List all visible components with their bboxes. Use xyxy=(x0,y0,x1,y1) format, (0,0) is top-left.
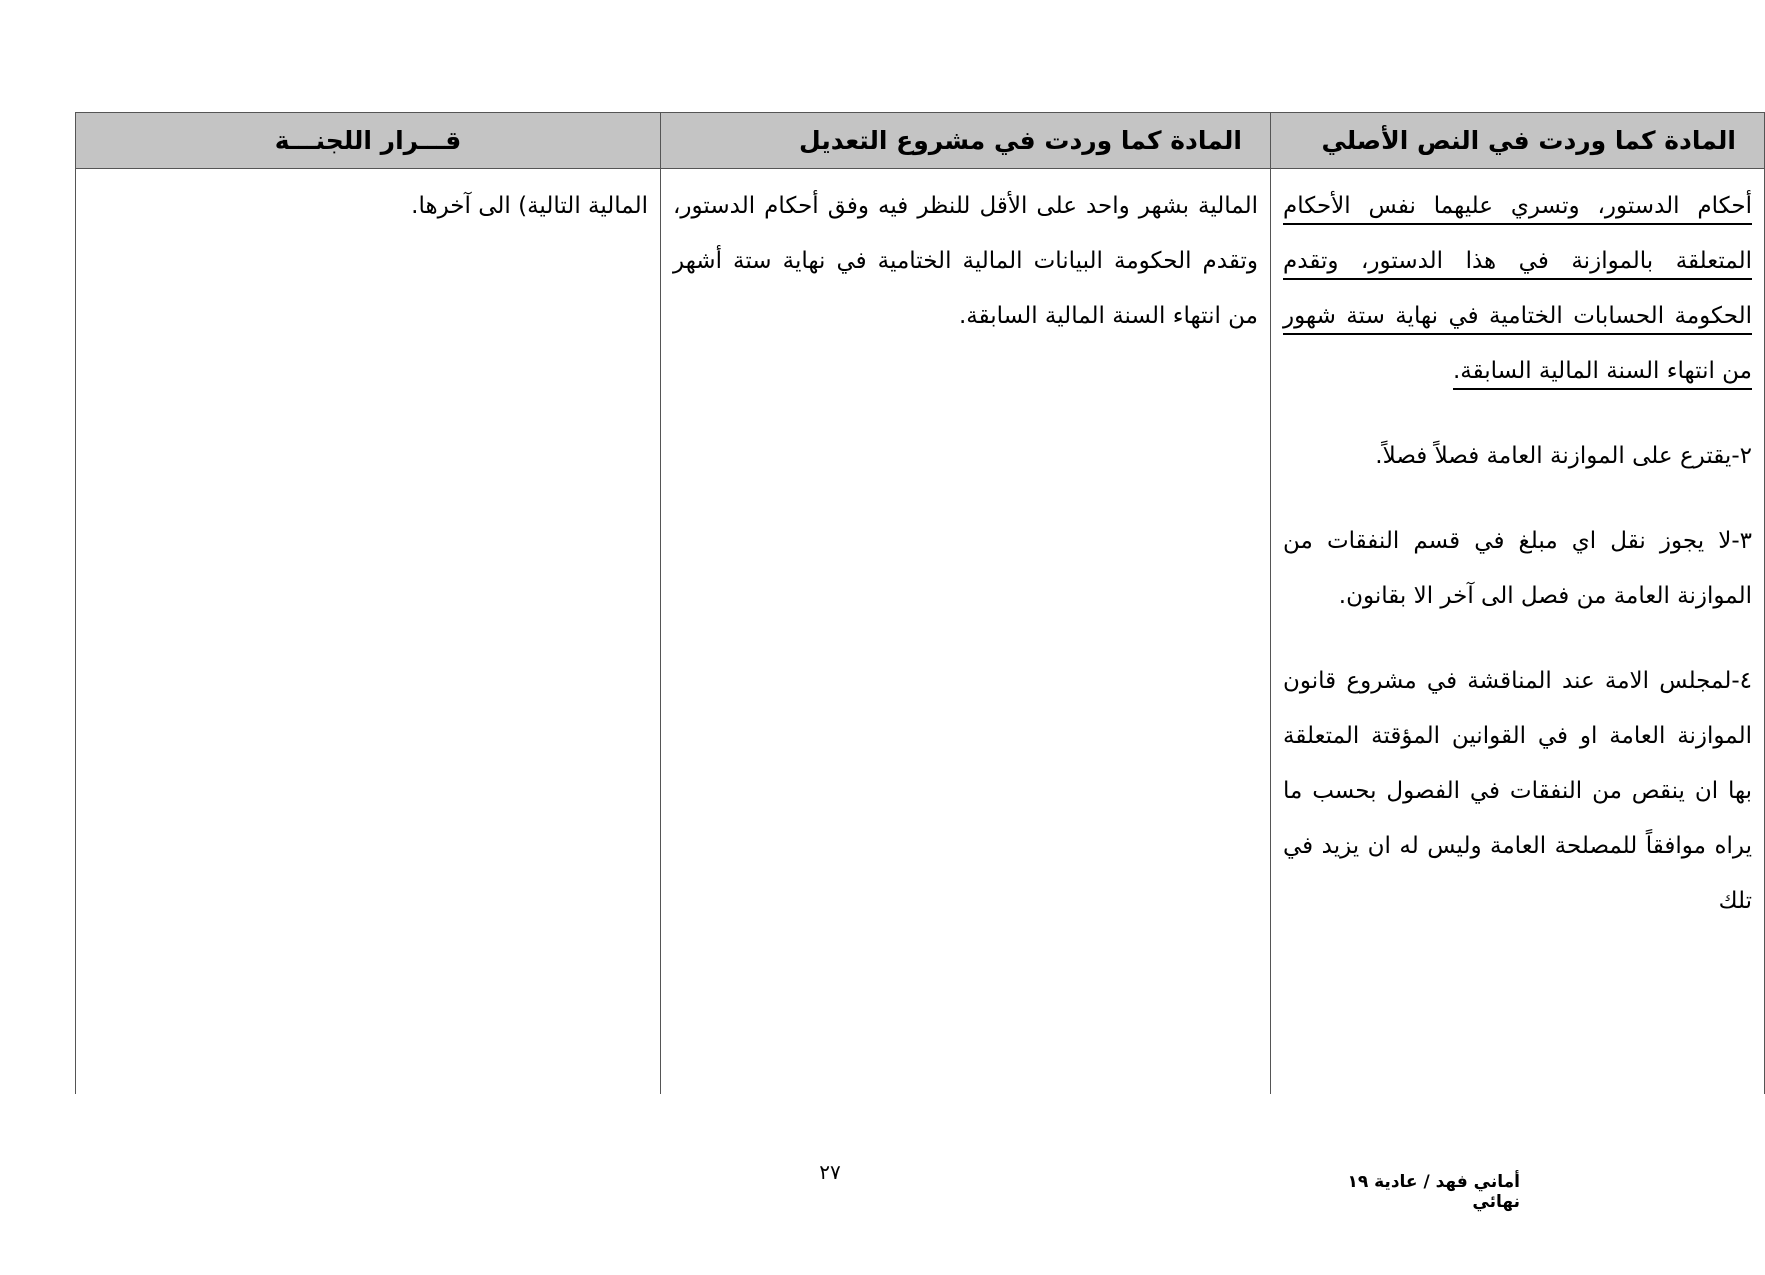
original-paragraph-1 xyxy=(1283,179,1752,399)
amendment-text: المالية بشهر واحد على الأقل للنظر فيه وفق أحكام الدستور، وتقدم الحكومة البيانات المالية الختامية في نهاية ستة أشهر من انتهاء السنة المالية السابقة. xyxy=(673,193,1258,329)
page-number: ٢٧ xyxy=(819,1160,841,1184)
original-text-block xyxy=(1283,179,1752,929)
original-text-cell xyxy=(1271,169,1765,1095)
original-paragraph-4: ٤-لمجلس الامة عند المناقشة في مشروع قانون الموازنة العامة او في القوانين المؤقتة المتعلقة بها ان ينقص من النفقات في الفصول بحسب ما يراه موافقاً للمصلحة العامة وليس له ان يزيد في تلك xyxy=(1283,668,1752,914)
committee-decision-cell xyxy=(76,169,661,1095)
original-underlined-text: أحكام الدستور، وتسري عليهما نفس الأحكام المتعلقة بالموازنة في هذا الدستور، وتقدم الحكومة الحسابات الختامية في نهاية ستة شهور من انتهاء السنة المالية السابقة. xyxy=(1283,193,1752,384)
footer-note: أماني فهد / عادية ١٩ نهائي xyxy=(1347,1172,1520,1212)
original-paragraph-3: ٣-لا يجوز نقل اي مبلغ في قسم النفقات من الموازنة العامة من فصل الى آخر الا بقانون. xyxy=(1283,528,1752,609)
header-row xyxy=(76,113,1765,169)
original-paragraph-2: ٢-يقترع على الموازنة العامة فصلاً فصلاً. xyxy=(1375,443,1752,469)
header-original-text: المادة كما وردت في النص الأصلي xyxy=(1271,113,1765,169)
comparison-table xyxy=(75,112,1765,1094)
committee-decision-text: المالية التالية) الى آخرها. xyxy=(411,193,648,219)
table-row xyxy=(76,169,1765,1095)
amendment-text-cell xyxy=(661,169,1271,1095)
header-committee-decision: قـــرار اللجنـــة xyxy=(76,113,661,169)
header-amendment-text: المادة كما وردت في مشروع التعديل xyxy=(661,113,1271,169)
articles-comparison-table xyxy=(75,112,1752,1094)
